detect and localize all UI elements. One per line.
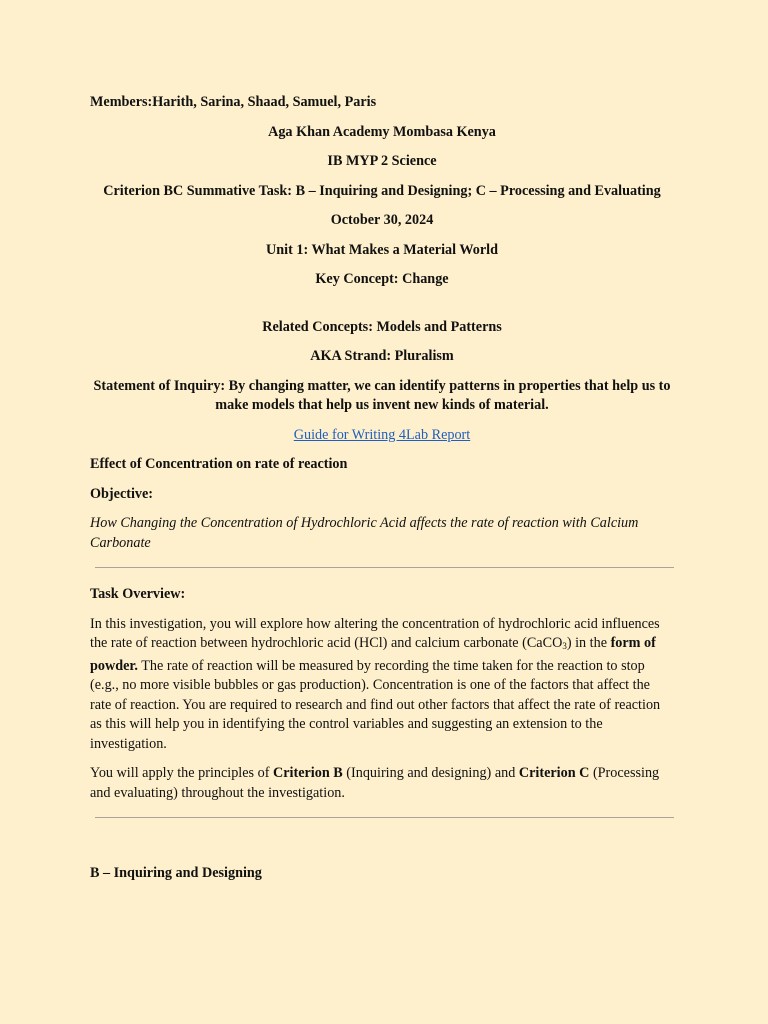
guide-link[interactable]: Guide for Writing 4Lab Report	[293, 426, 471, 443]
text-run: The rate of reaction will be measured by recording the time taken for the reaction to stop (e.g., no more visible bubbles or gas production). Concentration is one of the factors that affect the rate of reaction. You are required to research and find out other factors that affect the rate of reaction as this will help you in identifying the control variables and suggesting an extension to the investigation.	[90, 657, 661, 752]
subscript: 3	[562, 641, 567, 651]
objective-heading: Objective:	[90, 485, 154, 502]
bold-text: Criterion C	[518, 765, 590, 781]
bold-text: Criterion B	[272, 765, 343, 781]
related-concepts-line: Related Concepts: Models and Patterns	[262, 318, 502, 335]
school-name: Aga Khan Academy Mombasa Kenya	[268, 123, 496, 140]
text-run: You will apply the principles of	[90, 765, 273, 781]
guide-link-wrapper	[90, 426, 674, 446]
objective-text: How Changing the Concentration of Hydrochloric Acid affects the rate of reaction with Calcium Carbonate	[90, 515, 639, 551]
text-run: (Inquiring and designing) and	[342, 765, 519, 781]
members-line: Members:Harith, Sarina, Shaad, Samuel, Paris	[90, 94, 377, 110]
statement-of-inquiry: Statement of Inquiry: By changing matter, we can identify patterns in properties that help us to make models that help us invent new kinds of material.	[93, 377, 671, 413]
section-b-heading: B – Inquiring and Designing	[90, 865, 262, 881]
text-run: ) in the	[566, 635, 611, 651]
text-run: In this investigation, you will explore how altering the concentration of hydrochloric acid influences the rate of reaction between hydrochloric acid (HCl) and calcium carbonate (CaCO	[90, 615, 660, 651]
bold-text: form of powder.	[90, 635, 656, 674]
unit-line: Unit 1: What Makes a Material World	[266, 241, 498, 258]
course-name: IB MYP 2 Science	[327, 153, 437, 169]
task-overview-heading: Task Overview:	[90, 586, 186, 602]
task-overview-paragraph-2	[90, 764, 674, 803]
date-line: October 30, 2024	[330, 212, 434, 228]
blank-line	[90, 300, 674, 318]
key-concept-line: Key Concept: Change	[315, 271, 449, 287]
document-content	[90, 93, 674, 894]
criterion-line: Criterion BC Summative Task: B – Inquiring and Designing; C – Processing and Evaluating	[103, 182, 661, 199]
task-overview-paragraph-1	[90, 615, 674, 755]
aka-strand-line: AKA Strand: Pluralism	[310, 348, 454, 364]
report-title: Effect of Concentration on rate of reaction	[90, 456, 348, 472]
text-run: (Processing and evaluating) throughout the investigation.	[90, 765, 660, 801]
